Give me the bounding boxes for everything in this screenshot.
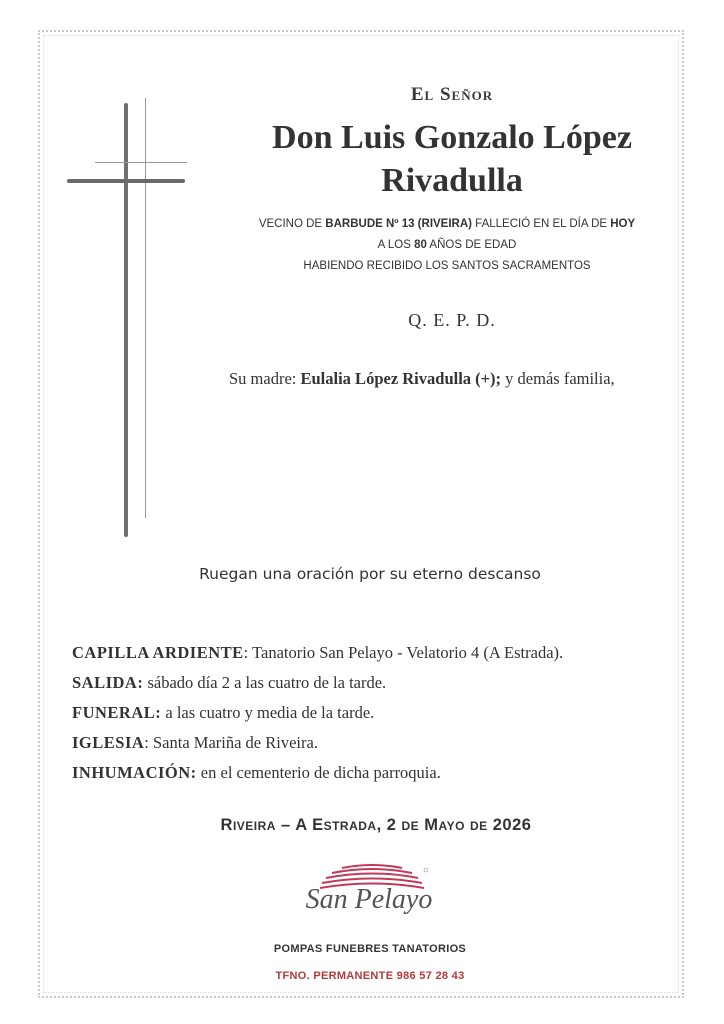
details-line1: VECINO DE BARBUDE Nº 13 (RIVEIRA) FALLECIÓ EN EL DÍA DE HOY (258, 218, 636, 230)
details-line3: HABIENDO RECIBIDO LOS SANTOS SACRAMENTOS (303, 260, 591, 272)
ceremony-row-church: IGLESIA: Santa Mariña de Riveira. (72, 733, 318, 752)
cross-horizontal-line (95, 162, 187, 163)
logo-text: San Pelayo (305, 884, 433, 915)
ceremony-details (72, 642, 682, 792)
family-line: Su madre: Eulalia López Rivadulla (+); y demás familia, (229, 369, 615, 388)
phone-number: TFNO. PERMANENTE 986 57 28 43 (275, 970, 465, 982)
cross-vertical-line (145, 98, 146, 518)
death-details (210, 214, 684, 277)
deceased-name-line2: Rivadulla (381, 162, 523, 199)
cross-horizontal-bar (67, 179, 185, 183)
prayer-request: Ruegan una oración por su eterno descanso (199, 565, 541, 583)
ceremony-row-wake: CAPILLA ARDIENTE: Tanatorio San Pelayo - Velatorio 4 (A Estrada). (72, 643, 564, 662)
details-line2: A LOS 80 AÑOS DE EDAD (377, 239, 517, 251)
ceremony-row-departure: SALIDA: sábado día 2 a las cuatro de la tarde. (72, 673, 387, 692)
deceased-name (220, 116, 684, 202)
company-name: POMPAS FUNEBRES TANATORIOS (273, 943, 467, 955)
place-and-date: Riveira – A Estrada, 2 de Mayo de 2026 (220, 816, 532, 834)
cross-vertical-bar (124, 103, 128, 537)
qepd-text: Q. E. P. D. (408, 310, 496, 330)
ceremony-row-burial: INHUMACIÓN: en el cementerio de dicha parroquia. (72, 763, 441, 782)
mother-name: Eulalia López Rivadulla (+); (300, 369, 502, 388)
ceremony-row-funeral: FUNERAL: a las cuatro y media de la tarde. (72, 703, 375, 722)
honorific-title: El Señor (410, 84, 494, 105)
deceased-name-line1: Don Luis Gonzalo López (272, 119, 632, 156)
san-pelayo-logo (302, 862, 436, 934)
